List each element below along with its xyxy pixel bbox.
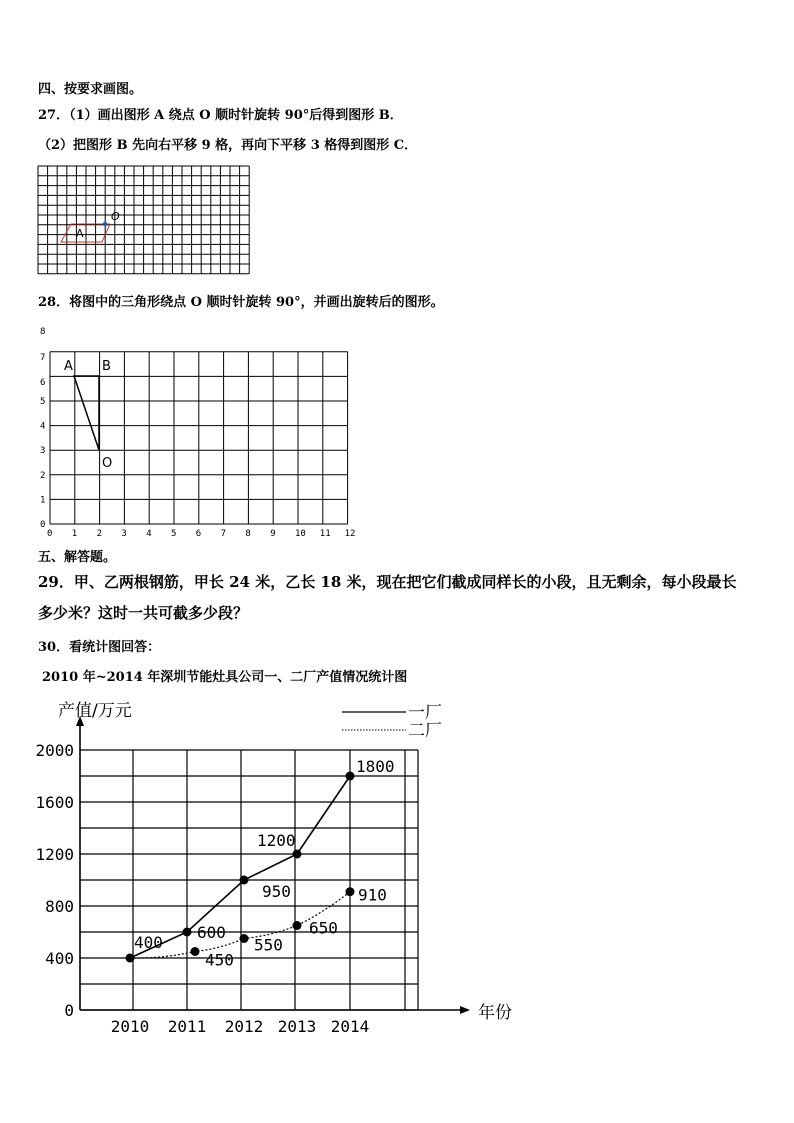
point-factory1	[240, 876, 249, 885]
point-factory2	[191, 947, 200, 956]
x-tick-label: 2010	[110, 1017, 150, 1036]
grid28-y-tick: 7	[40, 353, 46, 363]
q29-line1: 29．甲、乙两根钢筋，甲长 24 米，乙长 18 米，现在把它们截成同样长的小段，且无剩余，每小段最长	[38, 573, 737, 591]
grid28-x-tick: 3	[121, 529, 127, 539]
x-tick-label: 2011	[167, 1017, 207, 1036]
x-axis-arrow	[460, 1006, 470, 1014]
point-factory1	[126, 954, 135, 963]
y-axis-label: 产值/万元	[58, 701, 132, 721]
grid28-x-tick: 0	[47, 529, 53, 539]
point-factory1	[346, 772, 355, 781]
q27-part1: 27．（1）画出图形 A 绕点 O 顺时针旋转 90°后得到图形 B．	[38, 108, 403, 123]
output-line-chart	[30, 690, 530, 1050]
point-factory2	[240, 934, 249, 943]
grid28-y-tick: 6	[40, 378, 46, 388]
x-tick-label: 2013	[277, 1017, 317, 1036]
data-label-factory2: 550	[254, 935, 283, 955]
grid28-y-tick: 0	[40, 520, 46, 530]
y-tick-label: 0	[64, 1001, 74, 1020]
rotation-grid-27	[38, 166, 254, 276]
grid28-y-tick: 5	[40, 397, 46, 407]
point-factory2	[346, 887, 355, 896]
grid28-y-tick: 1	[40, 495, 46, 506]
y-tick-label: 400	[45, 949, 74, 968]
grid28-x-tick: 6	[195, 529, 202, 539]
legend-label-factory2: 二厂	[408, 721, 442, 741]
data-label-factory2: 450	[205, 950, 234, 970]
point-factory1	[183, 928, 192, 937]
grid28-x-tick: 9	[270, 529, 276, 539]
q28-text: 28．将图中的三角形绕点 O 顺时针旋转 90°，并画出旋转后的图形。	[38, 295, 444, 310]
annotation-950: 950	[262, 882, 291, 901]
grid28-x-tick: 10	[295, 529, 306, 539]
label-b: B	[102, 359, 111, 374]
grid28-x-tick: 8	[245, 529, 251, 539]
grid28-x-tick: 5	[171, 529, 177, 539]
y-tick-label: 800	[45, 897, 74, 916]
grid28-x-tick: 11	[319, 529, 331, 539]
grid28-y-tick: 4	[40, 421, 46, 432]
label-o: O	[102, 456, 113, 471]
rotation-grid-28	[36, 322, 356, 540]
chart-legend	[342, 703, 442, 741]
point-factory1	[293, 850, 302, 859]
x-axis-label: 年份	[478, 1003, 512, 1023]
q29-line2: 多少米？这时一共可截多少段？	[38, 604, 249, 622]
data-label-factory1: 1800	[356, 757, 395, 776]
grid28-x-tick: 4	[146, 529, 152, 539]
grid28-x-tick: 1	[71, 529, 78, 539]
section5-heading: 五、解答题。	[38, 550, 117, 565]
chart-title: 2010 年~2014 年深圳节能灶具公司一、二厂产值情况统计图	[42, 670, 408, 685]
q30-text: 30．看统计图回答：	[38, 640, 161, 655]
x-tick-label: 2012	[224, 1017, 264, 1036]
point-o-marker	[103, 222, 108, 227]
grid28-y-tick: 3	[40, 446, 46, 457]
y-tick-label: 1200	[35, 845, 74, 864]
grid28-y-tick: 8	[40, 327, 46, 337]
triangle-abo	[74, 376, 99, 450]
data-label-factory2: 650	[309, 918, 338, 938]
x-tick-label: 2014	[330, 1017, 370, 1036]
data-label-factory1: 600	[197, 923, 226, 942]
q27-part2: （2）把图形 B 先向右平移 9 格，再向下平移 3 格得到图形 C．	[38, 138, 418, 153]
grid28-x-tick: 12	[344, 529, 356, 539]
data-label-factory2: 910	[358, 885, 387, 905]
grid28-x-tick: 2	[96, 529, 103, 539]
legend-label-factory1: 一厂	[408, 703, 442, 723]
grid28-x-tick: 7	[220, 529, 227, 539]
label-a: A	[64, 359, 73, 374]
data-label-factory1: 1200	[257, 831, 296, 850]
section4-heading: 四、按要求画图。	[38, 82, 143, 97]
y-tick-label: 2000	[35, 741, 74, 760]
point-factory2	[293, 921, 302, 930]
point-o-label: O	[111, 210, 120, 223]
y-tick-label: 1600	[35, 793, 74, 812]
grid28-y-tick: 2	[40, 470, 46, 481]
shape-a-label: A	[76, 227, 84, 240]
data-label-factory1: 400	[134, 933, 163, 952]
